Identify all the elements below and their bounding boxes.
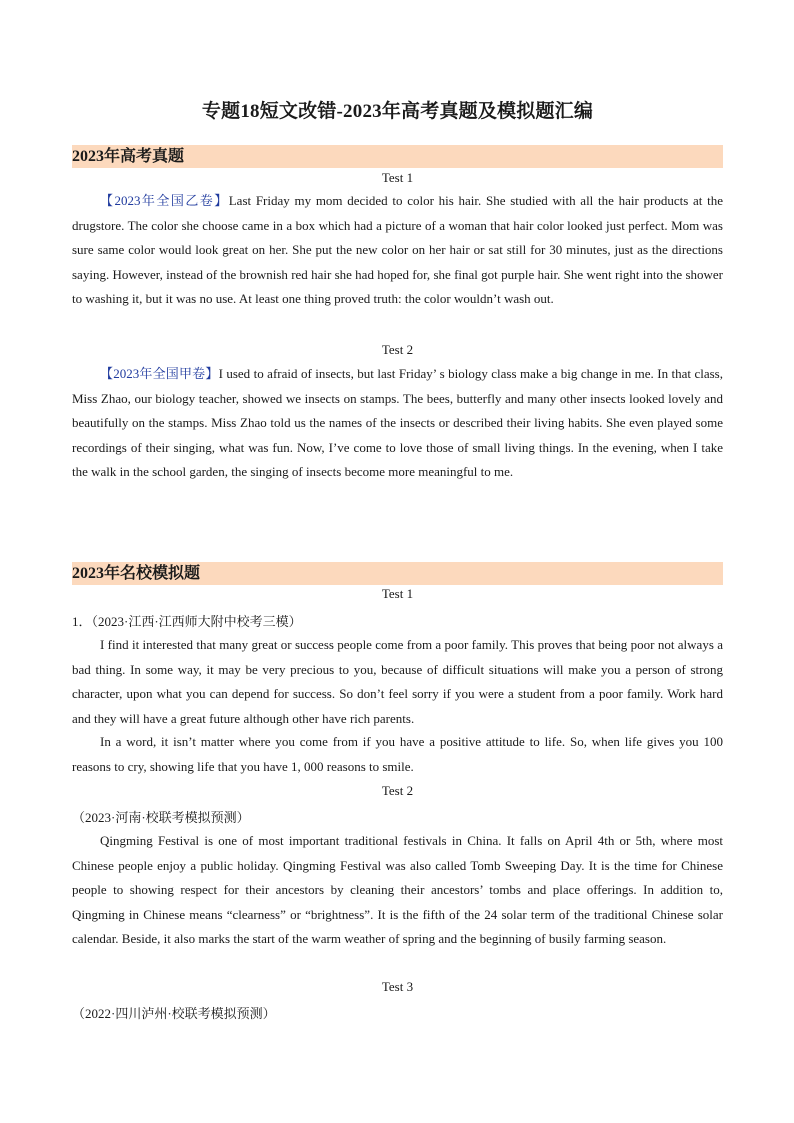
exercise-text: Last Friday my mom decided to color his hair. She studied with all the hair products at the drugstore. The color she choose came in a box which had a picture of a woman that hair color looked just perfect. Mom was sure same color would look great on her. She put the new color on her hair or sat still for 30 minutes, just as the directions saying. However, instead of the brownish red hair she had hoped for, she final got purple hair. She went right into the shower to washing it, but it was no use. At least one thing proved truth: the color wouldn’t wash out. — [72, 193, 723, 307]
source-tag: 【2023年全国乙卷】 — [100, 193, 229, 208]
question-source: （2023·河南·校联考模拟预测） — [72, 810, 250, 825]
exercise-paragraph — [72, 362, 723, 485]
exercise-paragraph: I find it interested that many great or success people come from a poor family. This proves that being poor not always a bad thing. In some way, it may be very precious to you, because of difficult situations will make you a person of strong character, upon what you can depend for success. So don’t feel sorry if you were a student from a poor family. Work hard and they will have a great future although other have rich parents. — [72, 637, 723, 726]
source-tag: 【2023年全国甲卷】 — [100, 366, 219, 381]
section-heading-mock-exams: 2023年名校模拟题 — [72, 562, 723, 585]
test-label: Test 2 — [381, 342, 414, 357]
exercise-paragraph — [72, 189, 723, 312]
page-title: 专题18短文改错-2023年高考真题及模拟题汇编 — [201, 101, 594, 122]
question-source: 1．（2023·江西·江西师大附中校考三模） — [72, 614, 302, 629]
section-heading-real-exams: 2023年高考真题 — [72, 145, 723, 168]
test-label: Test 1 — [381, 586, 414, 601]
test-label: Test 2 — [381, 783, 414, 798]
test-label: Test 3 — [381, 979, 414, 994]
question-source: （2022·四川泸州·校联考模拟预测） — [72, 1006, 276, 1021]
test-label: Test 1 — [381, 170, 414, 185]
exercise-text: I used to afraid of insects, but last Friday’ s biology class make a big change in me. In that class, Miss Zhao, our biology teacher, showed we insects on stamps. The bees, butterfly and many other insects looked lovely and beautifully on the stamps. Miss Zhao told us the names of the insects or described their living habits. She even played some recordings of their singing, what was fun. Now, I’ve come to love those of small living things. In the evening, when I take the walk in the school garden, the singing of insects become more meaningful to me. — [72, 366, 723, 480]
exercise-paragraph: In a word, it isn’t matter where you come from if you have a positive attitude to life. So, when life gives you 100 reasons to cry, showing life that you have 1, 000 reasons to smile. — [72, 734, 723, 774]
exercise-paragraph: Qingming Festival is one of most important traditional festivals in China. It falls on April 4th or 5th, where most Chinese people enjoy a public holiday. Qingming Festival was also called Tomb Sweeping Day. It is the time for Chinese people to showing respect for their ancestors by cleaning their ancestors’ tombs and place offerings. In addition to, Qingming in Chinese means “clearness” or “brightness”. It is the fifth of the 24 solar term of the traditional Chinese solar calendar. Beside, it also marks the start of the warm weather of spring and the beginning of busily farming season. — [72, 833, 723, 947]
